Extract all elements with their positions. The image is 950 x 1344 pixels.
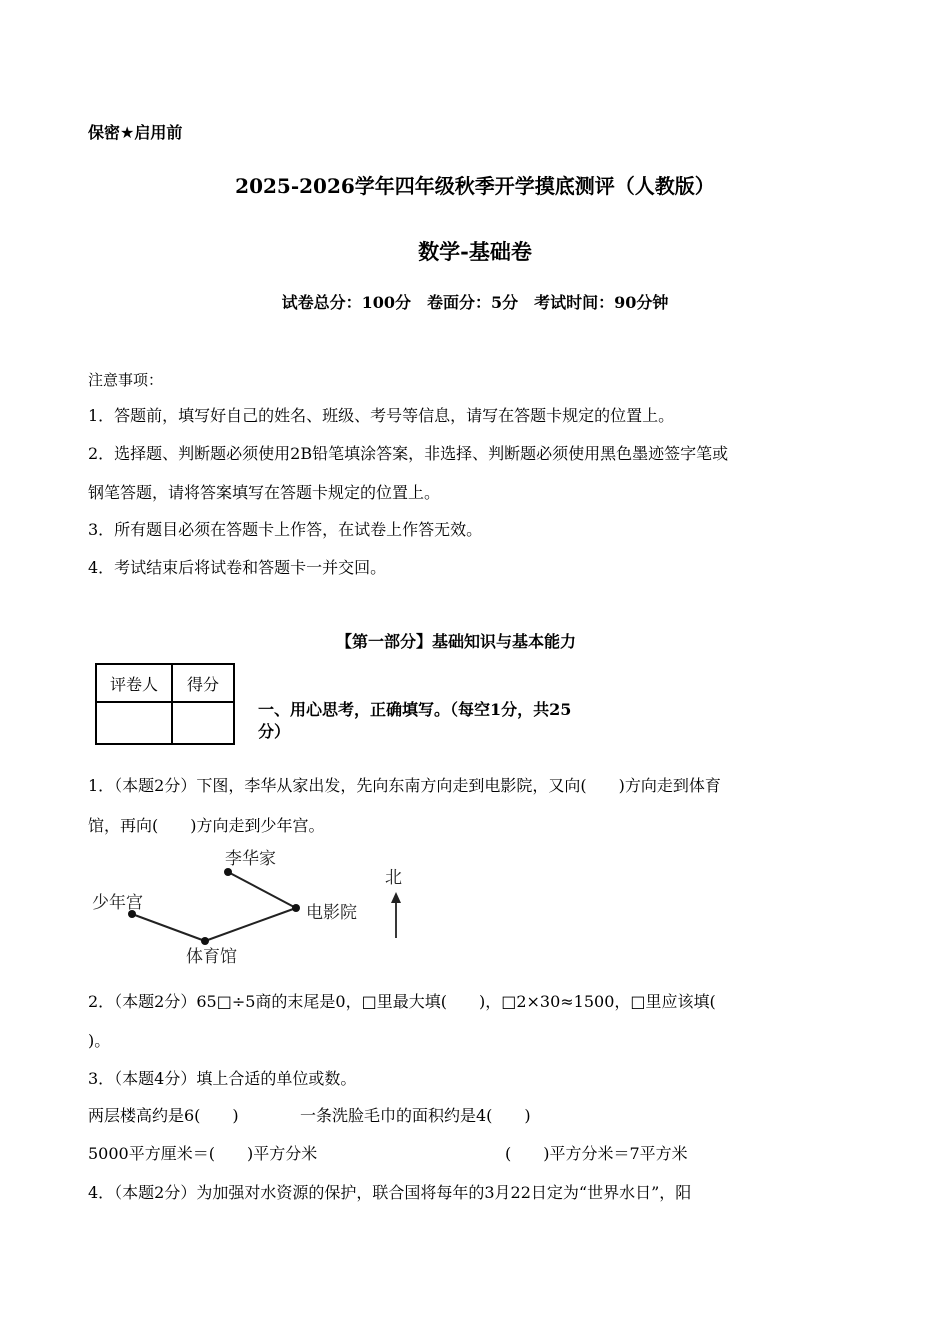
grader-score-cell[interactable] [172, 702, 234, 744]
gym-point [201, 937, 209, 945]
note-item-2: 2．选择题、判断题必须使用2B铅笔填涂答案，非选择、判断题必须使用黑色墨迹签字笔或 [88, 444, 729, 463]
note-item-1: 1．答题前，填写好自己的姓名、班级、考号等信息，请写在答题卡规定的位置上。 [88, 406, 675, 425]
north-arrow-icon [391, 892, 401, 903]
question-1: 1．（本题2分）下图，李华从家出发，先向东南方向走到电影院，又向( )方向走到体育 [88, 776, 721, 795]
question-3-item-a: 两层楼高约是6( ) [88, 1106, 239, 1125]
question-3-item-c: 5000平方厘米＝( )平方分米 [88, 1144, 318, 1163]
home-point [224, 868, 232, 876]
note-item-3: 3．所有题目必须在答题卡上作答，在试卷上作答无效。 [88, 520, 483, 539]
confidential-label: 保密★启用前 [88, 123, 183, 142]
cinema-point [292, 904, 300, 912]
direction-map [80, 840, 420, 975]
section1-title: 一、用心思考，正确填写。（每空1分，共25 [258, 700, 572, 719]
note-item-4: 4．考试结束后将试卷和答题卡一并交回。 [88, 558, 387, 577]
route-home-cinema [228, 872, 296, 908]
gym-label: 体育馆 [186, 947, 237, 967]
question-3: 3．（本题4分）填上合适的单位或数。 [88, 1069, 357, 1088]
palace-label: 少年宫 [92, 893, 143, 913]
question-4: 4．（本题2分）为加强对水资源的保护，联合国将每年的3月22日定为“世界水日”，阳 [88, 1183, 692, 1202]
exam-title: 2025-2026学年四年级秋季开学摸底测评（人教版） [235, 174, 715, 198]
route-cinema-gym [205, 908, 296, 941]
grader-table [95, 663, 235, 745]
question-1-cont: 馆，再向( )方向走到少年宫。 [88, 816, 325, 835]
exam-subtitle: 数学-基础卷 [418, 239, 532, 264]
question-3-item-b: 一条洗脸毛巾的面积约是4( ) [300, 1106, 531, 1125]
part1-title: 【第一部分】基础知识与基本能力 [336, 632, 577, 651]
question-3-item-d: ( )平方分米＝7平方米 [505, 1144, 688, 1163]
home-label: 李华家 [225, 849, 276, 869]
question-2-cont: )。 [88, 1031, 111, 1050]
grader-col-reviewer: 评卷人 [96, 664, 172, 702]
section1-title-cont: 分） [258, 722, 291, 741]
grader-reviewer-cell[interactable] [96, 702, 172, 744]
notes-heading: 注意事项： [88, 371, 164, 389]
question-2: 2．（本题2分）65□÷5商的末尾是0，□里最大填( )，□2×30≈1500，□里应该填( [88, 992, 716, 1011]
note-item-2-cont: 钢笔答题，请将答案填写在答题卡规定的位置上。 [88, 483, 441, 502]
score-info: 试卷总分：100分 卷面分：5分 考试时间：90分钟 [281, 293, 669, 312]
north-label: 北 [385, 868, 402, 888]
route-gym-palace [132, 914, 205, 941]
grader-col-score: 得分 [172, 664, 234, 702]
cinema-label: 电影院 [306, 903, 357, 923]
